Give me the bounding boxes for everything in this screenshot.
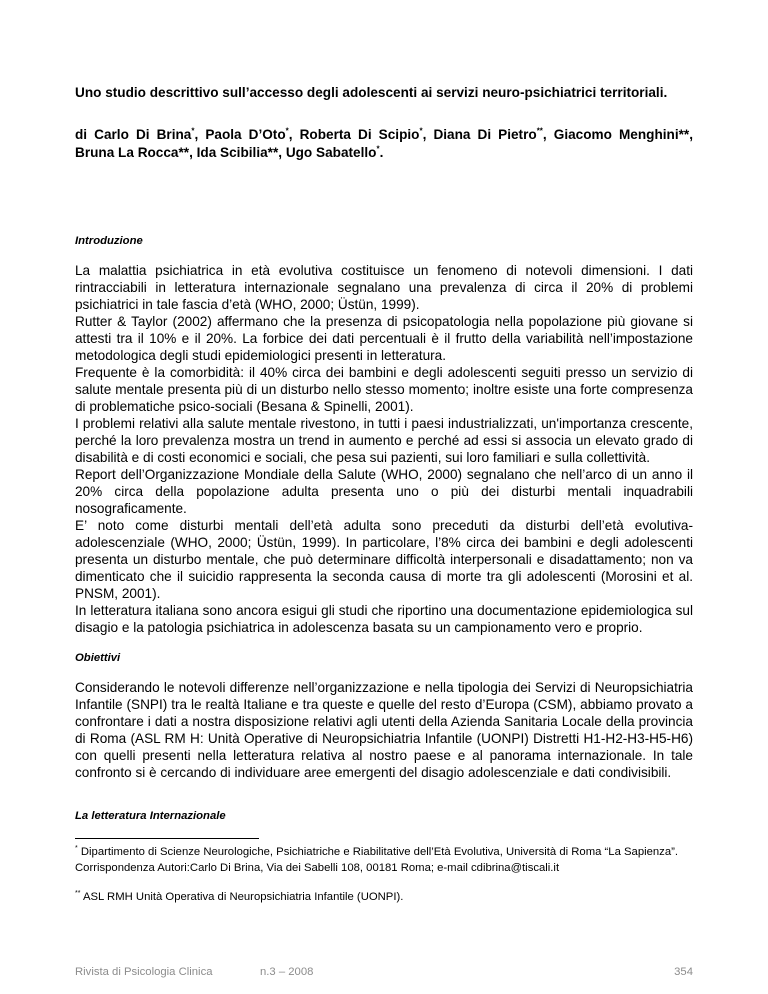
paragraph: Rutter & Taylor (2002) affermano che la presenza di psicopatologia nella popolazione più giovane si attesti tra il 10% e il 20%. La forbice dei dati percentuali è il frutto della variabilità nell’impostazione metodologica degli studi epidemiologici presenti in letteratura. [75, 314, 693, 363]
footer-issue: n.3 – 2008 [260, 966, 314, 978]
authors-prefix: di [75, 127, 95, 142]
section-heading-introduzione: Introduzione [75, 235, 143, 247]
author-3: Diana Di Pietro**, [433, 126, 554, 142]
author-6: Ida Scibilia**, [196, 144, 286, 160]
author-7: Ugo Sabatello*. [285, 143, 384, 160]
footnote-affiliation-1: * Dipartimento di Scienze Neurologiche, Psichiatriche e Riabilitative dell’Età Evolutiva, Università di Roma “La Sapienza”. [75, 845, 679, 858]
author-2: Roberta Di Scipio*, [299, 126, 434, 142]
paragraph: In letteratura italiana sono ancora esigui gli studi che riportino una documentazione epidemiologica sul disagio e la patologia psichiatrica in adolescenza basata su un campionamento vero e proprio. [75, 603, 693, 635]
footnotes [75, 844, 693, 905]
author-list [75, 126, 693, 161]
paragraph: Report dell’Organizzazione Mondiale della Salute (WHO, 2000) segnalano che nell’arco di un anno il 20% circa della popolazione adulta presenta uno o più dei disturbi mentali inquadrabili nosograficamente. [75, 467, 693, 516]
paragraph: Considerando le notevoli differenze nell’organizzazione e nella tipologia dei Servizi di Neuropsichiatria Infantile (SNPI) tra le realtà Italiane e tra queste e quelle del resto d’Europa (CSM), abbiamo provato a confrontare i dati a nostra disposizione relativi agli utenti della Azienda Sanitaria Locale della provincia di Roma (ASL RM H: Unità Operative di Neuropsichiatria Infantile (UONPI) Distretti H1-H2-H3-H5-H6) con quelli presenti nella letteratura relativa al nostro paese e al panorama internazionale. In tale confronto si è cercando di individuare aree emergenti del disagio adolescenziale e dati condivisibili. [75, 680, 693, 780]
footnote-affiliation-2: ** ASL RMH Unità Operativa di Neuropsichiatria Infantile (UONPI). [75, 890, 404, 903]
section-heading-obiettivi: Obiettivi [75, 652, 121, 664]
section-heading-letteratura: La letteratura Internazionale [75, 810, 226, 822]
author-4: Giacomo Menghini**, [553, 127, 693, 142]
article-title: Uno studio descrittivo sull’accesso degli adolescenti ai servizi neuro-psichiatrici territoriali. [75, 85, 668, 100]
author-0: Carlo Di Brina*, [94, 126, 206, 142]
footnote-spacer [75, 876, 693, 889]
author-1: Paola D’Oto*, [205, 126, 300, 142]
footer-journal-name: Rivista di Psicologia Clinica [75, 966, 213, 978]
paragraph: E’ noto come disturbi mentali dell’età adulta sono preceduti da disturbi dell’età evolutiva-adolescenziale (WHO, 2000; Üstün, 1999). In particolare, l’8% circa dei bambini e degli adolescenti presenta un disturbo mentale, che può determinare difficoltà interpersonali e disadattamento; non va dimenticato che il suicidio rappresenta la seconda causa di morte tra gli adolescenti (Morosini et al. PNSM, 2001). [75, 518, 693, 601]
section-body-obiettivi [75, 679, 693, 781]
paragraph: La malattia psichiatrica in età evolutiva costituisce un fenomeno di notevoli dimensioni. I dati rintracciabili in letteratura internazionale segnalano una prevalenza di circa il 20% di problemi psichiatrici in tale fascia d’età (WHO, 2000; Üstün, 1999). [75, 263, 693, 312]
footnote-correspondence: Corrispondenza Autori:Carlo Di Brina, Via dei Sabelli 108, 00181 Roma; e-mail cdibrina@tiscali.it [75, 862, 560, 874]
paragraph: Frequente è la comorbidità: il 40% circa dei bambini e degli adolescenti seguiti presso un servizio di salute mentale presenta più di un disturbo nello stesso momento; inoltre esiste una forte compresenza di problematiche psico-sociali (Besana & Spinelli, 2001). [75, 365, 693, 414]
running-footer [75, 964, 693, 980]
paragraph: I problemi relativi alla salute mentale rivestono, in tutti i paesi industrializzati, un'importanza crescente, perché la loro prevalenza mostra un trend in aumento e perché ad essi si associa un elevato grado di disabilità e di costi economici e sociali, che pesa sui pazienti, sui loro familiari e sulla collettività. [75, 416, 693, 465]
author-5: Bruna La Rocca**, [75, 144, 197, 160]
footnote-divider [75, 838, 259, 839]
footer-page-number: 354 [674, 966, 693, 978]
section-body-introduzione [75, 262, 693, 636]
